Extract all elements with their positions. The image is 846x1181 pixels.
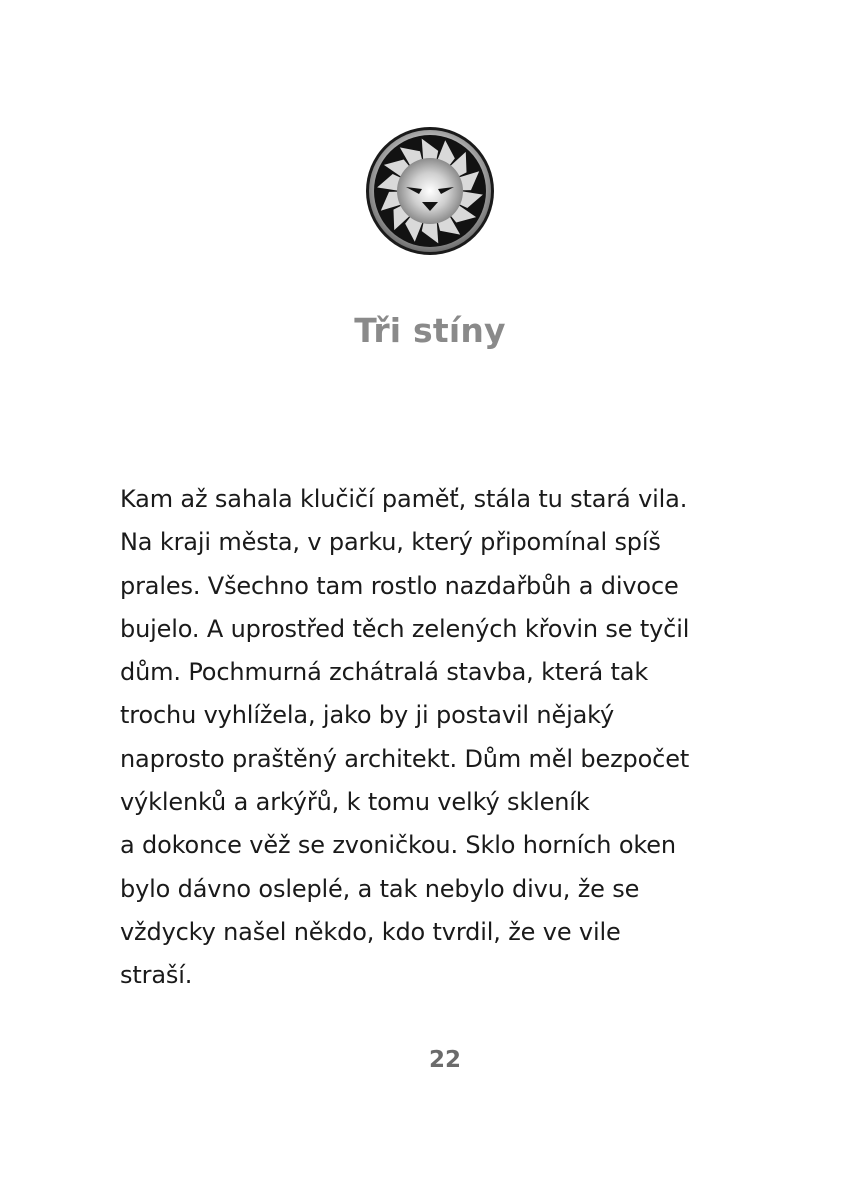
body-text xyxy=(120,478,780,998)
body-line: vždycky našel někdo, kdo tvrdil, že ve vile xyxy=(120,917,621,946)
body-line: a dokonce věž se zvoničkou. Sklo horních oken xyxy=(120,831,676,860)
body-line: prales. Všechno tam rostlo nazdařbůh a divoce xyxy=(120,571,679,600)
body-line: výklenků a arkýřů, k tomu velký skleník xyxy=(120,788,590,817)
chapter-title: Tři stíny xyxy=(354,311,506,350)
body-line: bujelo. A uprostřed těch zelených křovin se tyčil xyxy=(120,614,690,643)
chapter-emblem xyxy=(365,126,495,256)
body-line: Na kraji města, v parku, který připomínal spíš xyxy=(120,528,661,557)
body-line: Kam až sahala klučičí paměť, stála tu stará vila. xyxy=(120,485,688,513)
body-line: dům. Pochmurná zchátralá stavba, která tak xyxy=(120,658,649,687)
body-line: naprosto praštěný architekt. Dům měl bezpočet xyxy=(120,744,690,773)
body-line: trochu vyhlížela, jako by ji postavil nějaký xyxy=(120,701,615,730)
page-number: 22 xyxy=(428,1047,461,1073)
shadow-creature-emblem-icon xyxy=(365,126,495,256)
body-line: bylo dávno osleplé, a tak nebylo divu, že se xyxy=(120,874,640,903)
body-line: straší. xyxy=(120,961,193,990)
